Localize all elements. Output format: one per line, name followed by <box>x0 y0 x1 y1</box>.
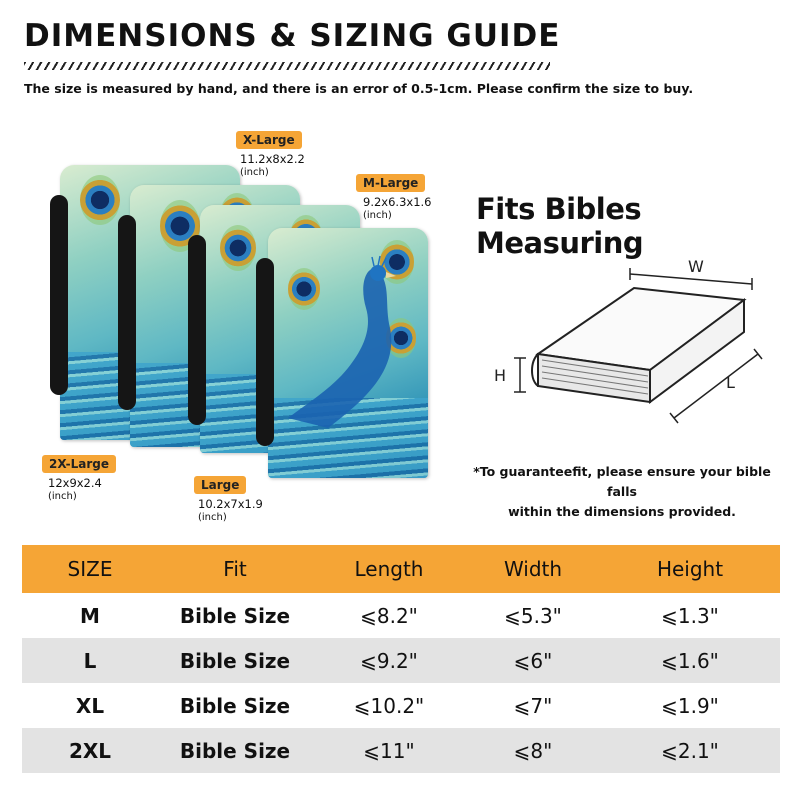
cell-width: ⩽5.3" <box>504 603 562 628</box>
table-row <box>22 593 780 638</box>
cell-length: ⩽10.2" <box>353 693 425 718</box>
cell-height: ⩽1.9" <box>661 693 719 718</box>
cover-handle <box>188 235 206 425</box>
cell-fit: Bible Size <box>179 603 291 628</box>
cell-height: ⩽2.1" <box>600 728 780 773</box>
table-header-row <box>22 545 780 593</box>
fits-title: Fits Bibles Measuring <box>476 192 644 260</box>
cell-size: M <box>80 603 100 628</box>
cell-fit: Bible Size <box>179 693 291 718</box>
note-line-1: *To guaranteefit, please ensure your bible falls <box>473 464 771 499</box>
cell-length: ⩽11" <box>312 728 466 773</box>
table-row <box>22 728 780 773</box>
dims-value: 9.2x6.3x1.6 <box>363 195 432 209</box>
cover-handle <box>118 215 136 410</box>
peacock-feather-eye <box>80 175 120 225</box>
size-dims-2x-large <box>48 477 102 503</box>
header-height: Height <box>600 545 780 593</box>
note-line-2: within the dimensions provided. <box>508 504 736 519</box>
peacock-feather-eye <box>220 225 256 271</box>
size-tag-2x-large: 2X-Large <box>42 455 116 473</box>
size-dims-large <box>198 498 263 524</box>
book-dimension-diagram <box>490 250 770 430</box>
cell-length: ⩽8.2" <box>360 603 418 628</box>
size-table <box>22 545 780 773</box>
dims-unit: (inch) <box>48 491 77 502</box>
dims-value: 11.2x8x2.2 <box>240 152 305 166</box>
table-row <box>22 683 780 728</box>
cell-size: XL <box>75 693 105 718</box>
cell-width: ⩽7" <box>513 693 553 718</box>
size-tag-x-large: X-Large <box>236 131 302 149</box>
dims-unit: (inch) <box>363 210 392 221</box>
table-row <box>22 638 780 683</box>
cell-fit: Bible Size <box>158 638 312 683</box>
cover-m-large <box>268 228 428 478</box>
size-tag-m-large: M-Large <box>356 174 425 192</box>
cell-fit: Bible Size <box>158 728 312 773</box>
header-size: SIZE <box>22 545 158 593</box>
cell-width: ⩽6" <box>466 638 600 683</box>
title-underline <box>24 62 550 70</box>
cell-height: ⩽1.3" <box>661 603 719 628</box>
header-width: Width <box>466 545 600 593</box>
size-tag-large: Large <box>194 476 246 494</box>
length-label: L <box>726 373 735 392</box>
cover-handle <box>50 195 68 395</box>
dims-unit: (inch) <box>240 167 269 178</box>
cell-size: 2XL <box>22 728 158 773</box>
dims-value: 12x9x2.4 <box>48 476 102 490</box>
height-label: H <box>494 366 507 385</box>
size-dims-m-large <box>363 196 431 222</box>
dims-unit: (inch) <box>198 512 227 523</box>
width-label: W <box>688 257 704 276</box>
cell-size: L <box>22 638 158 683</box>
page-title: DIMENSIONS & SIZING GUIDE <box>24 18 561 54</box>
fit-guarantee-note <box>462 462 782 522</box>
cell-width: ⩽8" <box>466 728 600 773</box>
cover-handle <box>256 258 274 446</box>
dims-value: 10.2x7x1.9 <box>198 497 263 511</box>
header-length: Length <box>312 545 466 593</box>
size-dims-x-large <box>240 153 305 179</box>
header-fit: Fit <box>158 545 312 593</box>
peacock-illustration <box>268 228 428 478</box>
cell-length: ⩽9.2" <box>312 638 466 683</box>
measurement-disclaimer: The size is measured by hand, and there is an error of 0.5-1cm. Please confirm the size to buy. <box>24 81 694 96</box>
cell-height: ⩽1.6" <box>600 638 780 683</box>
